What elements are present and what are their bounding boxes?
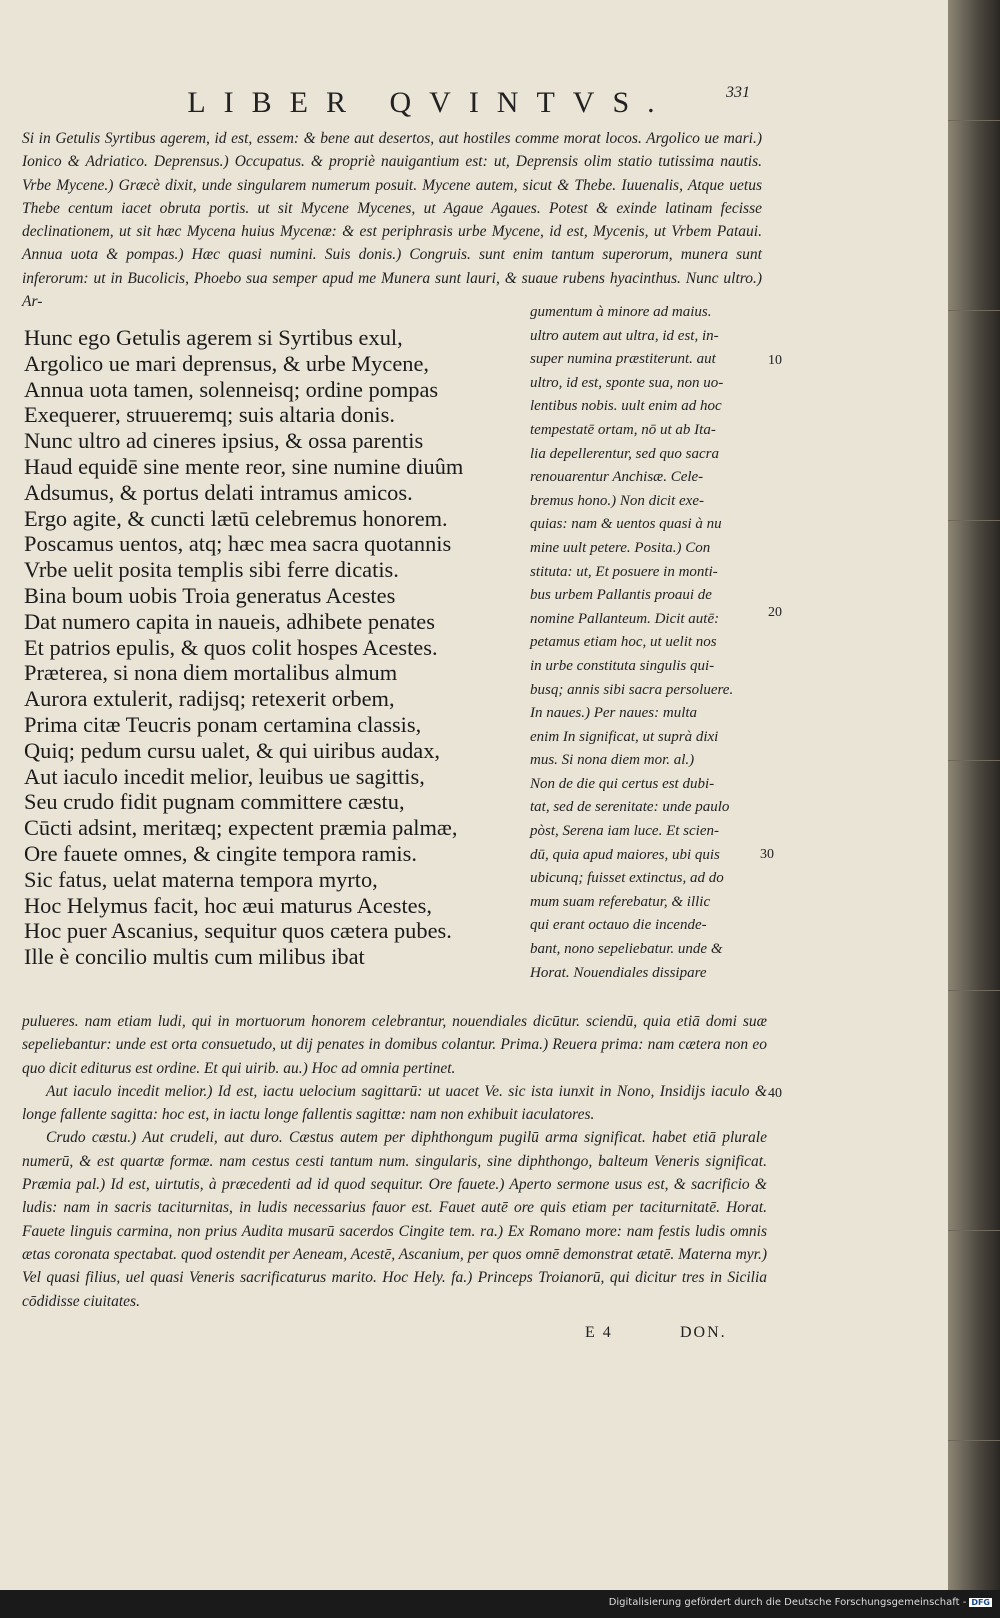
verse-line: Præterea, si nona diem mortalibus almum xyxy=(24,660,398,686)
verse-line: Seu crudo fidit pugnam committere cæstu, xyxy=(24,789,405,815)
verse-line: Aurora extulerit, radijsq; retexerit orbem, xyxy=(24,686,395,712)
verse-line: Adsumus, & portus delati intramus amicos. xyxy=(24,479,413,505)
commentary-bottom xyxy=(22,1010,767,1313)
side-line: stituta: ut, Et posuere in monti- xyxy=(530,563,718,580)
side-line: In naues.) Per naues: multa xyxy=(530,705,698,722)
verse-line: Annua uota tamen, solenneisq; ordine pompas xyxy=(24,376,439,402)
side-line: super numina præstiterunt. aut xyxy=(530,351,716,368)
side-line: busq; annis sibi sacra persoluere. xyxy=(530,681,734,698)
side-line: petamus etiam hoc, ut uelit nos xyxy=(530,634,717,651)
line-number-10: 10 xyxy=(768,353,782,368)
side-line: mine uult petere. Posita.) Con xyxy=(530,539,711,556)
side-line: renouarentur Anchisæ. Cele- xyxy=(530,469,704,486)
verse-line: Sic fatus, uelat materna tempora myrto, xyxy=(24,866,378,892)
verse-block xyxy=(24,325,524,970)
side-line: bant, nono sepeliebatur. unde & xyxy=(530,941,723,958)
commentary-paragraph: Si in Getulis Syrtibus agerem, id est, essem: & bene aut desertos, aut hostiles comme morat locos. Argolico ue mari.) Ionico & Adriatico. Deprensus.) Occupatus. & propriè nauigantium est: ut, Deprensis olim statio tutissima nautis. Vrbe Mycene.) Græcè dixit, unde singularem numerum posuit. Mycene autem, sicut & Thebe. Iuuenalis, Atque uetus Thebe centum iacet obruta portis. ut sit Mycene Mycenes, ut Agaue Agaues. Potest & exinde latinam fecisse declinationem, ut sit hæc Mycena huius Mycenæ: & est periphrasis urbe Mycene, id est, Mycenis, ut Vrbem Pataui. Annua uota & pompas.) Hæc quasi numini. Suis donis.) Congruis. sunt enim tantum superorum, munera sunt inferorum: ut in Bucolicis, Phoebo sua semper apud me Munera sunt lauri, & suaue rubens hyacinthus. Nunc ultro.) Ar- xyxy=(22,130,762,311)
verse-line: Haud equidē sine mente reor, sine numine diuûm xyxy=(24,453,464,479)
side-line: quias: nam & uentos quasi à nu xyxy=(530,516,722,533)
running-head: LIBER QVINTVS. xyxy=(187,86,673,119)
side-line: qui erant octauo die incende- xyxy=(530,917,707,934)
side-line: bus urbem Pallantis proaui de xyxy=(530,587,712,604)
side-line: ubicunq; fuisset extinctus, ad do xyxy=(530,870,724,887)
commentary-paragraph: pulueres. nam etiam ludi, qui in mortuorum honorem celebrantur, nouendiales dicūtur. sciendū, quia etiā domi suæ sepeliebantur: unde est orta consuetudo, ut dij penates in domibus colantur. Prima.) Reuera prima: nam cætera non eo quo dicit editurus est ordine. Et qui uirib. au.) Hoc ad omnia pertinet. xyxy=(22,1013,767,1077)
side-line: mus. Si nona diem mor. al.) xyxy=(530,752,695,769)
side-line: bremus hono.) Non dicit exe- xyxy=(530,492,704,509)
line-number-30: 30 xyxy=(760,847,774,862)
verse-line: Nunc ultro ad cineres ipsius, & ossa parentis xyxy=(24,428,424,454)
page-edge xyxy=(948,0,1000,1590)
verse-line: Dat numero capita in naueis, adhibete penates xyxy=(24,608,435,634)
side-line: ultro, id est, sponte sua, non uo- xyxy=(530,374,724,391)
verse-line: Bina boum uobis Troia generatus Acestes xyxy=(24,582,396,608)
commentary-paragraph: Crudo cæstu.) Aut crudeli, aut duro. Cæstus autem per diphthongum pugilū arma significat. habet etiā plurale numerū, & est quartæ formæ. nam cestus cesti tantum num. singularis, sine diphthongo, balteum Veneris significat. Præmia pal.) Id est, uirtutis, à præcedenti ad id quod sequitur. Ore fauete.) Aperto sermone usus est, & sacrificio & ludis: nam in sacris taciturnitas, in ludis necessarius fauor est. Fauet autē ore quis etiam per taciturnitatē. Horat. Fauete linguis carmina, non prius Audita musarū sacerdos Cingite tem. ra.) Ex Romano more: nam festis ludis omnis ætas coronata spectabat. quod ostendit per Aeneam, Acestē, Ascanium, per quos omnē demonstrat ætatē. Materna myr.) Vel quasi filius, uel quasi Veneris sacrificaturus marito. Hoc Hely. fa.) Princeps Troianorū, qui dicitur tres in Sicilia cōdidisse ciuitates. xyxy=(22,1129,767,1310)
folio-number: 331 xyxy=(726,84,750,101)
verse-line: Et patrios epulis, & quos colit hospes Acestes. xyxy=(24,634,438,660)
commentary-side xyxy=(530,301,766,985)
side-line: Non de die qui certus est dubi- xyxy=(530,775,715,792)
signature-mark: E 4 xyxy=(585,1324,613,1341)
verse-line: Vrbe uelit posita templis sibi ferre dicatis. xyxy=(24,557,399,583)
side-line: lia depellerentur, sed quo sacra xyxy=(530,445,720,462)
commentary-paragraph: Aut iaculo incedit melior.) Id est, iactu uelocium sagittarū: ut uacet Ve. sic ista iunxit in Nono, Insidijs iaculo & longe fallente sagitta: hoc est, in iactu longe fallentis sagittæ: nam non exhibuit iaculatores. xyxy=(22,1082,767,1124)
side-line: tempestatē ortam, nō ut ab Ita- xyxy=(530,421,716,438)
verse-line: Aut iaculo incedit melior, leuibus ue sagittis, xyxy=(24,763,425,789)
catchword: DON. xyxy=(680,1324,727,1341)
digitization-credit xyxy=(609,1597,992,1608)
side-line: Horat. Nouendiales dissipare xyxy=(530,964,707,981)
side-line: dū, quia apud maiores, ubi quis xyxy=(530,846,720,863)
side-line: tat, sed de serenitate: unde paulo xyxy=(530,799,730,816)
verse-line: Cūcti adsint, meritæq; expectent præmia palmæ, xyxy=(24,815,458,841)
side-line: mum suam referebatur, & illic xyxy=(530,893,711,910)
commentary-top xyxy=(22,127,762,313)
verse-line: Poscamus uentos, atq; hæc mea sacra quotannis xyxy=(24,531,452,557)
verse-line: Quiq; pedum cursu ualet, & qui uiribus audax, xyxy=(24,737,441,763)
side-line: pòst, Serena iam luce. Et scien- xyxy=(530,823,719,840)
verse-line: Argolico ue mari deprensus, & urbe Mycene, xyxy=(24,350,429,376)
verse-line: Hoc Helymus facit, hoc æui maturus Acestes, xyxy=(24,892,432,918)
line-number-40: 40 xyxy=(768,1086,782,1101)
credit-text: Digitalisierung gefördert durch die Deutsche Forschungsgemeinschaft - xyxy=(608,1597,967,1608)
verse-line: Hunc ego Getulis agerem si Syrtibus exul, xyxy=(24,325,403,350)
side-line: nomine Pallanteum. Dicit autē: xyxy=(530,610,720,627)
side-line: lentibus nobis. uult enim ad hoc xyxy=(530,398,722,415)
verse-line: Hoc puer Ascanius, sequitur quos cætera pubes. xyxy=(24,918,452,944)
verse-line: Prima citæ Teucris ponam certamina classis, xyxy=(24,711,422,737)
side-line: enim In significat, ut suprà dixi xyxy=(530,728,719,745)
side-line: in urbe constituta singulis qui- xyxy=(530,657,715,674)
verse-line: Ille è concilio multis cum milibus ibat xyxy=(24,944,365,970)
side-line: gumentum à minore ad maius. xyxy=(530,304,712,320)
verse-line: Ergo agite, & cuncti lætū celebremus honorem. xyxy=(24,505,448,531)
side-line: ultro autem aut ultra, id est, in- xyxy=(530,327,719,344)
verse-line: Ore fauete omnes, & cingite tempora ramis. xyxy=(24,840,417,866)
dfg-logo: DFG xyxy=(971,1598,990,1607)
line-number-20: 20 xyxy=(768,605,782,620)
verse-line: Exequerer, struueremq; suis altaria donis. xyxy=(24,402,395,428)
